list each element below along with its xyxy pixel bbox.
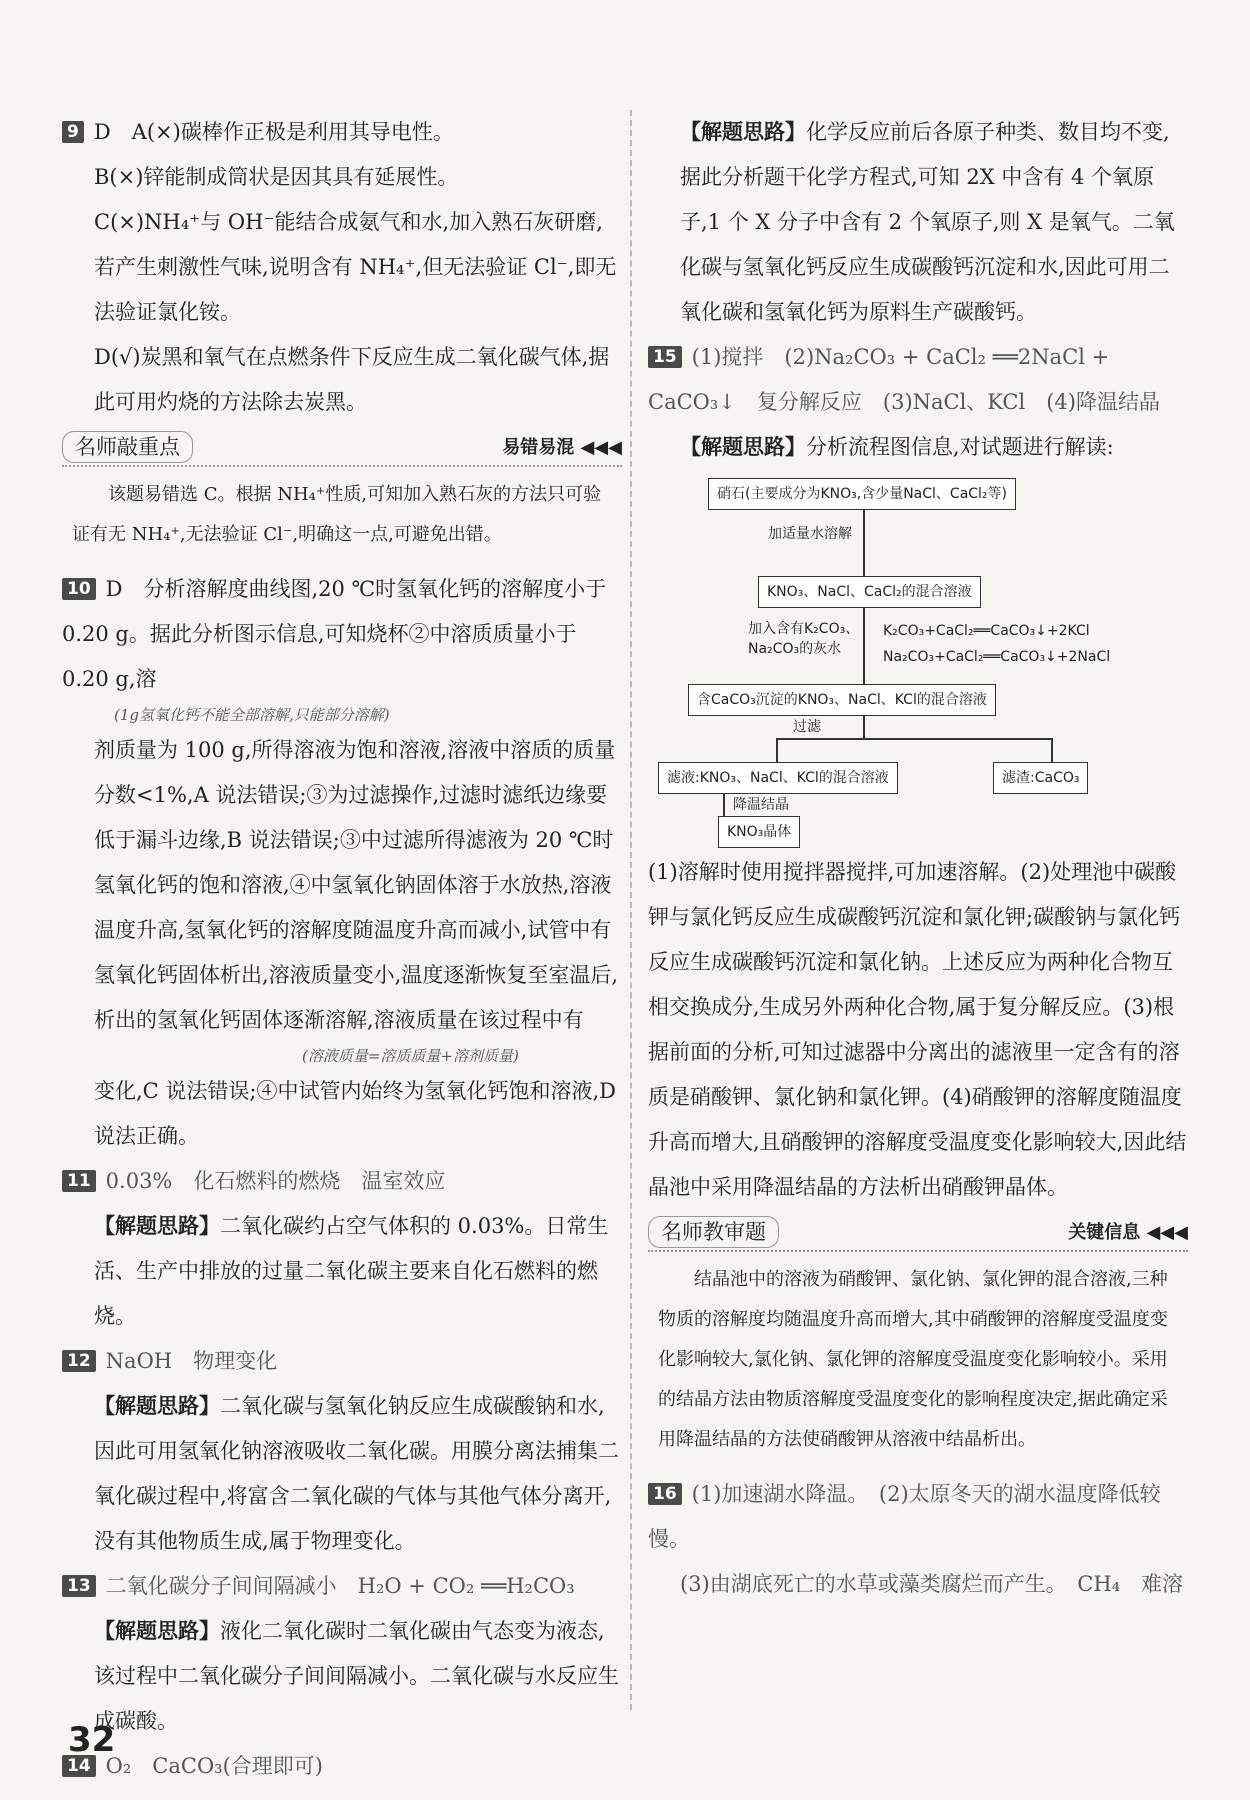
q11-answer: 11 0.03% 化石燃料的燃烧 温室效应 [62,1159,622,1204]
q16-number: 16 [648,1483,682,1505]
right-column [648,110,1188,1607]
q13-number: 13 [62,1575,96,1597]
tip-box-2-tag: 关键信息 ◀◀◀ [1068,1222,1188,1243]
flow-box-saltpeter: 硝石(主要成分为KNO₃,含少量NaCl、CaCl₂等) [708,478,1016,510]
tip-box-1-tag: 易错易混 ◀◀◀ [502,437,622,458]
flow-step-crystallize: 降温结晶 [733,797,789,813]
tip-box-1-body: 该题易错选 C。根据 NH₄⁺性质,可知加入熟石灰的方法只可验证有无 NH₄⁺,无法验证 Cl⁻,明确这一点,可避免出错。 [72,484,602,545]
tip-box-2-title: 名师教审题 [648,1216,779,1248]
tip-box-1 [62,431,622,559]
q10-number: 10 [62,578,96,600]
q16-line2: (3)由湖底死亡的水草或藻类腐烂而产生。 CH₄ 难溶 [680,1572,1184,1596]
q13-answer: 13 二氧化碳分子间间隔减小 H₂O + CO₂ ══H₂CO₃ [62,1564,622,1609]
q9-number: 9 [62,121,84,143]
q9-line1: 9 D A(×)碳棒作正极是利用其导电性。 [62,110,622,155]
q10-note1: (1g氢氧化钙不能全部溶解,只能部分溶解) [114,706,390,724]
flow-step-add-b: Na₂CO₃的灰水 [748,641,842,657]
q9-line3: C(×)NH₄⁺与 OH⁻能结合成氨气和水,加入熟石灰研磨,若产生刺激性气味,说明含有 NH₄⁺,但无法验证 Cl⁻,即无法验证氯化铵。 [94,210,617,324]
q11-explain: 【解题思路】二氧化碳约占空气体积的 0.03%。日常生活、生产中排放的过量二氧化碳主要来自化石燃料的燃烧。 [94,1214,609,1328]
q12-number: 12 [62,1350,96,1372]
q11-number: 11 [62,1170,96,1192]
q10-p1: 10 D 分析溶解度曲线图,20 ℃时氢氧化钙的溶解度小于 0.20 g。据此分析图示信息,可知烧杯②中溶质质量小于0.20 g,溶 [62,577,607,691]
flowchart [648,470,1188,850]
page-number: 32 [68,1720,116,1760]
q14-number: 14 [62,1755,96,1777]
flow-step-dissolve: 加适量水溶解 [768,526,852,542]
column-divider [630,110,632,1710]
q14-explain: 【解题思路】化学反应前后各原子种类、数目均不变,据此分析题干化学方程式,可知 2X 中含有 4 个氧原子,1 个 X 分子中含有 2 个氧原子,则 X 是氧气。二氧化碳与氢氧化钙反应生成碳酸钙沉淀和水,因此可用二氧化碳和氢氧化钙为原料生产碳酸钙。 [680,120,1175,324]
tip-box-2-body: 结晶池中的溶液为硝酸钾、氯化钠、氯化钾的混合溶液,三种物质的溶解度均随温度升高而增大,其中硝酸钾的溶解度受温度变化影响较大,氯化钠、氯化钾的溶解度受温度变化影响较小。采用的结晶方法由物质溶解度受温度变化的影响程度决定,据此确定采用降温结晶的方法使硝酸钾从溶液中结晶析出。 [658,1269,1168,1450]
q12-answer: 12 NaOH 物理变化 [62,1339,622,1384]
tip-box-1-title: 名师敲重点 [62,431,193,463]
q9-line4: D(√)炭黑和氧气在点燃条件下反应生成二氧化碳气体,据此可用灼烧的方法除去炭黑。 [94,345,610,414]
q15-answer: 15 (1)搅拌 (2)Na₂CO₃ + CaCl₂ ══2NaCl + CaCO₃↓ 复分解反应 (3)NaCl、KCl (4)降温结晶 [648,345,1160,414]
flow-box-residue: 滤渣:CaCO₃ [993,762,1088,794]
q15-explain: (1)溶解时使用搅拌器搅拌,可加速溶解。(2)处理池中碳酸钾与氯化钙反应生成碳酸钙沉淀和氯化钾;碳酸钠与氯化钙反应生成碳酸钙沉淀和氯化钠。上述反应为两种化合物互相交换成分,生成另外两种化合物,属于复分解反应。(3)根据前面的分析,可知过滤器中分离出的滤液里一定含有的溶质是硝酸钾、氯化钠和氯化钾。(4)硝酸钾的溶解度随温度升高而增大,且硝酸钾的溶解度受温度变化影响较大,因此结晶池中采用降温结晶的方法析出硝酸钾晶体。 [648,860,1187,1199]
left-column [62,110,622,1789]
q12-explain: 【解题思路】二氧化碳与氢氧化钠反应生成碳酸钠和水,因此可用氢氧化钠溶液吸收二氧化碳。用膜分离法捕集二氧化碳过程中,将富含二氧化碳的气体与其他气体分离开,没有其他物质生成,属于物理变化。 [94,1394,619,1553]
q10-p2: 剂质量为 100 g,所得溶液为饱和溶液,溶液中溶质的质量分数<1%,A 说法错误;③为过滤操作,过滤时滤纸边缘要低于漏斗边缘,B 说法错误;③中过滤所得滤液为 20 ℃时氢氧化钙的饱和溶液,④中氢氧化钠固体溶于水放热,溶液温度升高,氢氧化钙的溶解度随温度升高而减小,试管中有氢氧化钙固体析出,溶液质量变小,温度逐渐恢复至室温后,析出的氢氧化钙固体逐渐溶解,溶液质量在该过程中有 [94,738,619,1032]
flow-reaction-2: Na₂CO₃+CaCl₂══CaCO₃↓+2NaCl [883,649,1111,665]
flow-box-filtrate: 滤液:KNO₃、NaCl、KCl的混合溶液 [658,762,898,794]
q10-note2: (溶液质量=溶质质量+溶剂质量) [302,1047,519,1065]
flow-box-crystal: KNO₃晶体 [718,816,800,848]
q9-line2: B(×)锌能制成筒状是因其具有延展性。 [94,165,459,189]
q14-answer: 14 O₂ CaCO₃(合理即可) [62,1744,622,1789]
q10-p3: 变化,C 说法错误;④中试管内始终为氢氧化钙饱和溶液,D 说法正确。 [94,1079,617,1148]
q15-number: 15 [648,346,682,368]
flow-box-mixture2: 含CaCO₃沉淀的KNO₃、NaCl、KCl的混合溶液 [688,684,996,716]
flow-box-mixture1: KNO₃、NaCl、CaCl₂的混合溶液 [758,576,981,608]
flow-step-add-a: 加入含有K₂CO₃、 [748,621,860,637]
q16-line1: 16 (1)加速湖水降温。 (2)太原冬天的湖水温度降低较慢。 [648,1482,1161,1551]
flow-step-filter: 过滤 [793,719,821,735]
q15-intro: 【解题思路】分析流程图信息,对试题进行解读: [680,435,1114,459]
flow-reaction-1: K₂CO₃+CaCl₂══CaCO₃↓+2KCl [883,623,1090,639]
tip-box-2 [648,1216,1188,1464]
q13-explain: 【解题思路】液化二氧化碳时二氧化碳由气态变为液态,该过程中二氧化碳分子间间隔减小。二氧化碳与水反应生成碳酸。 [94,1619,619,1733]
